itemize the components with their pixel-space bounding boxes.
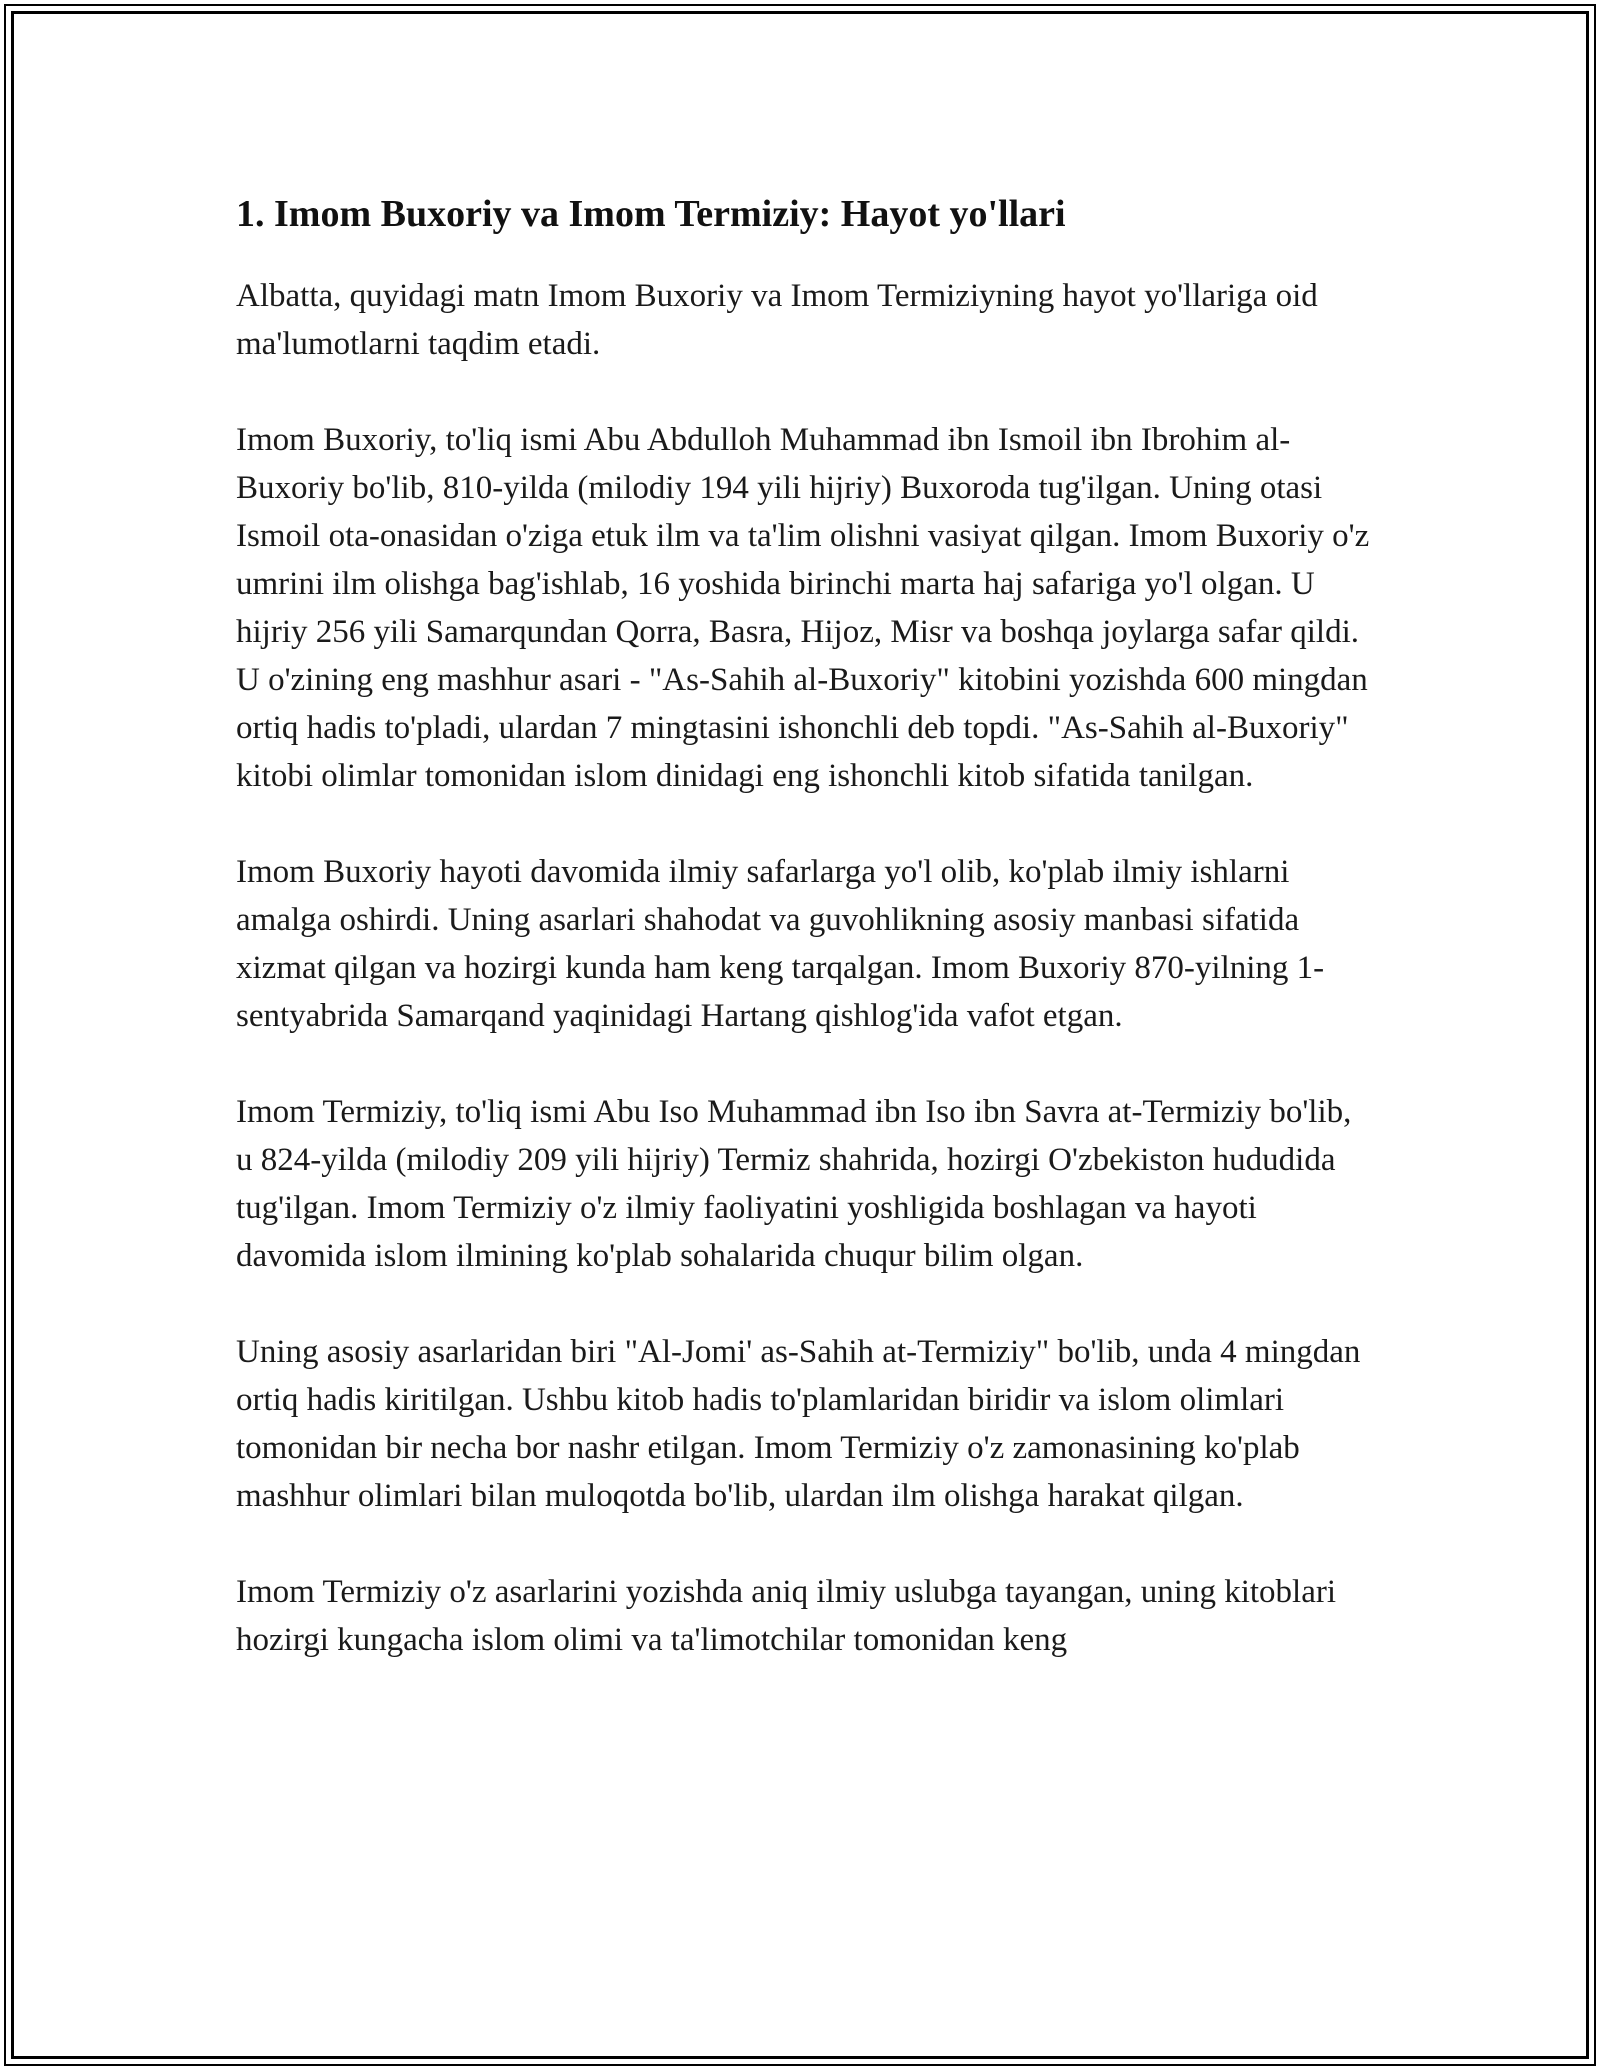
section-heading: 1. Imom Buxoriy va Imom Termiziy: Hayot yo'llari [236, 193, 1066, 235]
intro-paragraph: Albatta, quyidagi matn Imom Buxoriy va Imom Termiziyning hayot yo'llariga oid ma'lumotlarni taqdim etadi. [236, 278, 1318, 362]
termiziy-works-paragraph: Uning asosiy asarlaridan biri "Al-Jomi' as-Sahih at-Termiziy" bo'lib, unda 4 mingdan ortiq hadis kiritilgan. Ushbu kitob hadis to'plamlaridan biridir va islom olimlari tomonidan bir necha bor nashr etilgan. Imom Termiziy o'z zamonasining ko'plab mashhur olimlari bilan muloqotda bo'lib, ulardan ilm olishga harakat qilgan. [236, 1334, 1361, 1514]
document-body [236, 188, 1376, 1712]
buxoriy-biography-paragraph: Imom Buxoriy, to'liq ismi Abu Abdulloh Muhammad ibn Ismoil ibn Ibrohim al-Buxoriy bo'lib, 810-yilda (milodiy 194 yili hijriy) Buxoroda tug'ilgan. Uning otasi Ismoil ota-onasidan o'ziga etuk ilm va ta'lim olishni vasiyat qilgan. Imom Buxoriy o'z umrini ilm olishga bag'ishlab, 16 yoshida birinchi marta haj safariga yo'l olgan. U hijriy 256 yili Samarqundan Qorra, Basra, Hijoz, Misr va boshqa joylarga safar qildi. U o'zining eng mashhur asari - "As-Sahih al-Buxoriy" kitobini yozishda 600 mingdan ortiq hadis to'pladi, ulardan 7 mingtasini ishonchli deb topdi. "As-Sahih al-Buxoriy" kitobi olimlar tomonidan islom dinidagi eng ishonchli kitob sifatida tanilgan. [236, 422, 1370, 794]
termiziy-method-paragraph: Imom Termiziy o'z asarlarini yozishda aniq ilmiy uslubga tayangan, uning kitoblari hozirgi kungacha islom olimi va ta'limotchilar tomonidan keng [236, 1574, 1337, 1658]
termiziy-biography-paragraph: Imom Termiziy, to'liq ismi Abu Iso Muhammad ibn Iso ibn Savra at-Termiziy bo'lib, u 824-yilda (milodiy 209 yili hijriy) Termiz shahrida, hozirgi O'zbekiston hududida tug'ilgan. Imom Termiziy o'z ilmiy faoliyatini yoshligida boshlagan va hayoti davomida islom ilmining ko'plab sohalarida chuqur bilim olgan. [236, 1094, 1352, 1274]
buxoriy-legacy-paragraph: Imom Buxoriy hayoti davomida ilmiy safarlarga yo'l olib, ko'plab ilmiy ishlarni amalga oshirdi. Uning asarlari shahodat va guvohlikning asosiy manbasi sifatida xizmat qilgan va hozirgi kunda ham keng tarqalgan. Imom Buxoriy 870-yilning 1-sentyabrida Samarqand yaqinidagi Hartang qishlog'ida vafot etgan. [236, 854, 1325, 1034]
